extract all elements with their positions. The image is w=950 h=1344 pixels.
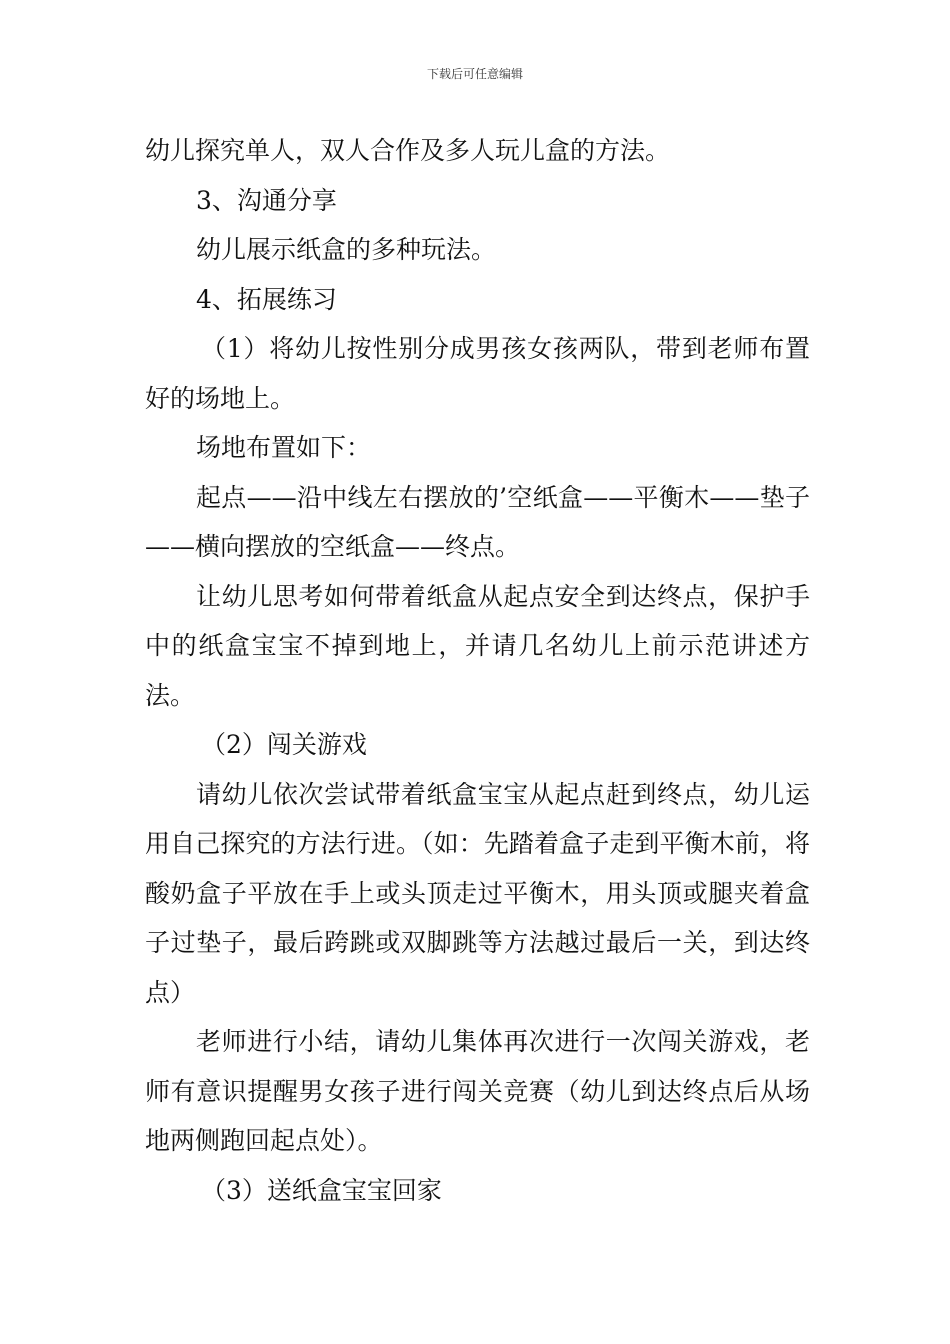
paragraph-methods: 幼儿探究单人，双人合作及多人玩儿盒的方法。: [145, 136, 671, 165]
paragraph-think-safely: 让幼儿思考如何带着纸盒从起点安全到达终点，保护手中的纸盒宝宝不掉到地上，并请几名幼儿上前示范讲述方法。: [145, 581, 810, 710]
paragraph-teacher-summary: 老师进行小结，请幼儿集体再次进行一次闯关游戏，老师有意识提醒男女孩子进行闯关竞赛（幼儿到达终点后从场地两侧跑回起点处）。: [145, 1027, 810, 1155]
document-body: [145, 126, 810, 1215]
section-heading-extension-practice: 4、拓展练习: [196, 284, 337, 314]
paragraph-step-3-heading: （3）送纸盒宝宝回家: [201, 1175, 442, 1205]
section-heading-communicate-share: 3、沟通分享: [196, 185, 337, 215]
paragraph-show-play: 幼儿展示纸盒的多种玩法。: [196, 235, 497, 264]
paragraph-step-1: （1）将幼儿按性别分成男孩女孩两队，带到老师布置好的场地上。: [145, 334, 810, 413]
paragraph-try-in-turn: 请幼儿依次尝试带着纸盒宝宝从起点赶到终点，幼儿运用自己探究的方法行进。（如：先踏着盒子走到平衡木前，将酸奶盒子平放在手上或头顶走过平衡木，用头顶或腿夹着盒子过垫子，最后跨跳或双脚跳等方法越过最后一关，到达终点）: [145, 779, 810, 1007]
page-header: 下载后可任意编辑: [426, 67, 523, 81]
paragraph-step-2-heading: （2）闯关游戏: [201, 730, 367, 759]
paragraph-venue-layout: 起点——沿中线左右摆放的’空纸盒——平衡木——垫子——横向摆放的空纸盒——终点。: [145, 482, 810, 561]
paragraph-venue-layout-label: 场地布置如下：: [196, 433, 372, 462]
